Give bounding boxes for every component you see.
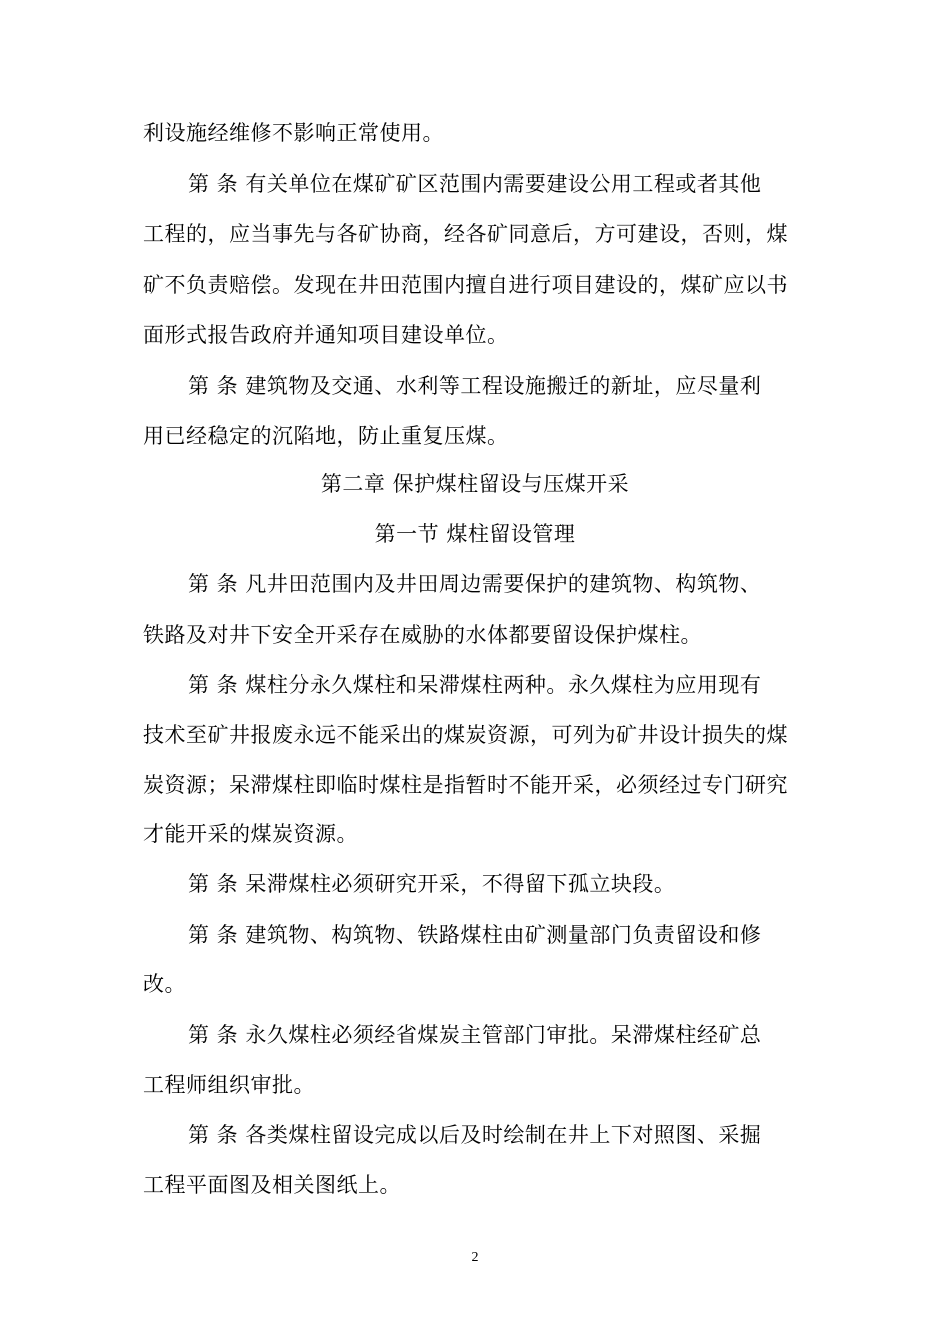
text-line: 利设施经维修不影响正常使用。 bbox=[143, 121, 444, 145]
article-line: 第 条 凡井田范围内及井田周边需要保护的建筑物、构筑物、 bbox=[188, 572, 762, 596]
text-line: 铁路及对井下安全开采存在威胁的水体都要留设保护煤柱。 bbox=[143, 623, 702, 647]
text-line: 改。 bbox=[143, 972, 186, 996]
article-line: 第 条 建筑物、构筑物、铁路煤柱由矿测量部门负责留设和修 bbox=[188, 923, 762, 947]
chapter-heading: 第二章 保护煤柱留设与压煤开采 bbox=[320, 472, 630, 496]
text-line: 才能开采的煤炭资源。 bbox=[143, 822, 358, 846]
section-heading: 第一节 煤柱留设管理 bbox=[374, 522, 576, 546]
text-line: 工程的，应当事先与各矿协商，经各矿同意后，方可建设，否则，煤 bbox=[143, 222, 788, 246]
text-line: 工程平面图及相关图纸上。 bbox=[143, 1173, 401, 1197]
text-line: 面形式报告政府并通知项目建设单位。 bbox=[143, 323, 509, 347]
page-number: 2 bbox=[471, 1250, 479, 1265]
article-line: 第 条 建筑物及交通、水利等工程设施搬迁的新址，应尽量利 bbox=[188, 374, 762, 398]
article-line: 第 条 永久煤柱必须经省煤炭主管部门审批。呆滞煤柱经矿总 bbox=[188, 1023, 762, 1047]
text-line: 工程师组织审批。 bbox=[143, 1073, 315, 1097]
text-line: 炭资源；呆滞煤柱即临时煤柱是指暂时不能开采，必须经过专门研究 bbox=[143, 773, 788, 797]
text-line: 用已经稳定的沉陷地，防止重复压煤。 bbox=[143, 424, 509, 448]
article-line: 第 条 煤柱分永久煤柱和呆滞煤柱两种。永久煤柱为应用现有 bbox=[188, 673, 762, 697]
article-line: 第 条 呆滞煤柱必须研究开采，不得留下孤立块段。 bbox=[188, 872, 676, 896]
article-line: 第 条 各类煤柱留设完成以后及时绘制在井上下对照图、采掘 bbox=[188, 1123, 762, 1147]
text-line: 技术至矿井报废永远不能采出的煤炭资源，可列为矿井设计损失的煤 bbox=[143, 723, 788, 747]
article-line: 第 条 有关单位在煤矿矿区范围内需要建设公用工程或者其他 bbox=[188, 172, 762, 196]
text-line: 矿不负责赔偿。发现在井田范围内擅自进行项目建设的，煤矿应以书 bbox=[143, 273, 788, 297]
